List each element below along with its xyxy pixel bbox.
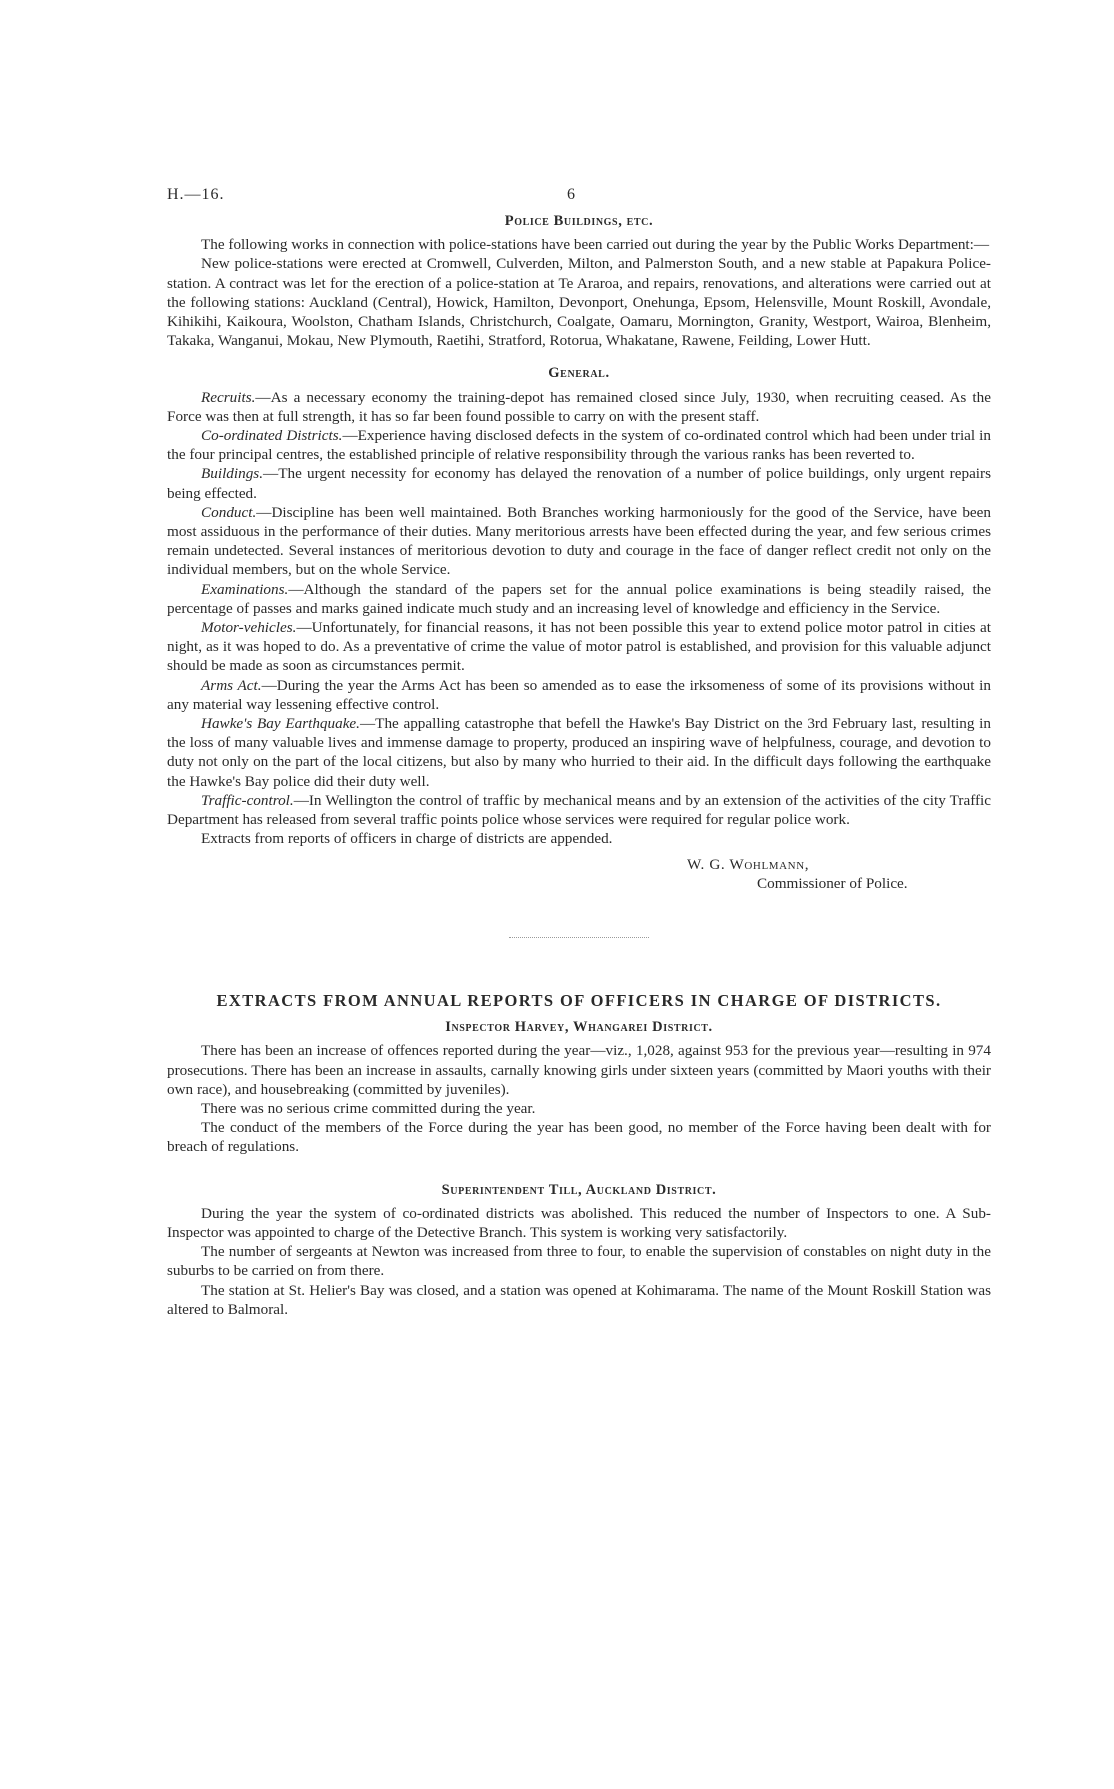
extract-paragraph: There has been an increase of offences reported during the year—viz., 1,028, against 953 for the previous year—resulting in 974 prosecutions. There has been an increase in assaults, carnally knowing girls under sixteen years (committed by Maori youths with their own race), and housebreaking (committed by juveniles).	[167, 1042, 991, 1098]
paragraph-text: —Discipline has been well maintained. Both Branches working harmoniously for the good of the Service, have been most assiduous in the performance of their duties. Many meritorious arrests have been effected during the year, and few serious crimes remain undetected. Several instances of meritorious devotion to duty and courage in the face of danger reflect credit not only on the individual members, but on the whole Service.	[167, 503, 991, 579]
extract-paragraph: There was no serious crime committed during the year.	[201, 1099, 536, 1117]
general-closing: Extracts from reports of officers in charge of districts are appended.	[201, 830, 613, 848]
paragraph-text: —During the year the Arms Act has been so amended as to ease the irksomeness of some of its provisions without in any material way lessening effective control.	[167, 676, 991, 713]
page-number: 6	[567, 186, 575, 203]
extract-paragraph: The station at St. Helier's Bay was closed, and a station was opened at Kohimarama. The name of the Mount Roskill Station was altered to Balmoral.	[167, 1281, 991, 1318]
extract-paragraph: During the year the system of co-ordinated districts was abolished. This reduced the number of Inspectors to one. A Sub-Inspector was appointed to charge of the Detective Branch. This system is working very satisfactorily.	[167, 1204, 991, 1241]
page-header	[0, 185, 1114, 207]
general-paragraph-arms-act	[167, 676, 991, 714]
paragraph-text: —As a necessary economy the training-depot has remained closed since July, 1930, when recruiting ceased. As the Force was then at full strength, it has so far been found possible to carry on with the present staff.	[167, 388, 991, 425]
extract-heading-auckland: Superintendent Till, Auckland District.	[441, 1181, 717, 1198]
extract-heading-whangarei: Inspector Harvey, Whangarei District.	[445, 1019, 713, 1036]
signature-name: W. G. Wohlmann,	[687, 855, 810, 873]
paragraph-text: —Experience having disclosed defects in the system of co-ordinated control which had been under trial in the four principal centres, the established principle of relative responsibility through the various ranks has been reverted to.	[167, 427, 991, 464]
document-reference: H.—16.	[167, 186, 225, 203]
general-paragraph-co-ordinated-districts	[167, 426, 991, 464]
police-buildings-body: New police-stations were erected at Cromwell, Culverden, Milton, and Palmerston South, and a new stable at Papakura Police-station. A contract was let for the erection of a police-station at Te Araroa, and repairs, renovations, and alterations were carried out at the following stations: Auckland (Central), Howick, Hamilton, Devonport, Onehunga, Epsom, Helensville, Mount Roskill, Avondale, Kihikihi, Kaikoura, Woolston, Chatham Islands, Christchurch, Coalgate, Oamaru, Mornington, Granity, Westport, Wairoa, Blenheim, Takaka, Wanganui, Mokau, New Plymouth, Raetihi, Stratford, Rotorua, Whakatane, Rawene, Feilding, Lower Hutt.	[167, 255, 991, 350]
extracts-title: EXTRACTS FROM ANNUAL REPORTS OF OFFICERS IN CHARGE OF DISTRICTS.	[216, 990, 942, 1010]
general-paragraph-recruits	[167, 388, 991, 426]
paragraph-text: —Although the standard of the papers set for the annual police examinations is being steadily raised, the percentage of passes and marks gained indicate much study and an increasing level of knowledge and efficiency in the Service.	[167, 580, 991, 617]
paragraph-title: Examinations.	[201, 580, 289, 598]
paragraph-title: Recruits.	[201, 388, 256, 406]
general-paragraph-examinations	[167, 580, 991, 618]
paragraph-text: —The urgent necessity for economy has delayed the renovation of a number of police buildings, only urgent repairs being effected.	[167, 465, 991, 502]
extract-paragraph: The conduct of the members of the Force during the year has been good, no member of the Force having been dealt with for breach of regulations.	[167, 1119, 991, 1156]
general-paragraph-conduct	[167, 503, 991, 580]
general-paragraph-motor-vehicles	[167, 618, 991, 676]
paragraph-title: Conduct.	[201, 503, 257, 521]
paragraph-title: Arms Act.	[201, 676, 262, 694]
paragraph-title: Co-ordinated Districts.	[201, 427, 343, 445]
police-buildings-heading: Police Buildings, etc.	[504, 213, 654, 229]
signature-title: Commissioner of Police.	[757, 874, 908, 892]
general-paragraph-buildings	[167, 464, 991, 502]
general-paragraph-hawkes-bay-earthquake	[167, 714, 991, 791]
paragraph-title: Traffic-control.	[201, 791, 294, 809]
police-buildings-intro: The following works in connection with police-stations have been carried out during the year by the Public Works Department:—	[201, 236, 990, 254]
paragraph-text: —Unfortunately, for financial reasons, it has not been possible this year to extend police motor patrol in cities at night, as it was hoped to do. As a preventative of crime the value of motor patrol is established, and provision for this valuable adjunct should be made as soon as circumstances permit.	[167, 619, 991, 675]
paragraph-text: —The appalling catastrophe that befell the Hawke's Bay District on the 3rd February last, resulting in the loss of many valuable lives and immense damage to property, produced an inspiring wave of helpfulness, courage, and devotion to duty not only on the part of the local citizens, but also by many who hurried to their aid. In the difficult days following the earthquake the Hawke's Bay police did their duty well.	[167, 715, 991, 790]
paragraph-title: Motor-vehicles.	[201, 619, 297, 637]
general-heading: General.	[548, 365, 610, 382]
general-paragraph-traffic-control	[167, 791, 991, 829]
paragraph-text: —In Wellington the control of traffic by mechanical means and by an extension of the activities of the city Traffic Department has released from several traffic points police whose services were required for regular police work.	[167, 791, 991, 829]
signature-block	[167, 855, 991, 893]
extract-paragraph: The number of sergeants at Newton was increased from three to four, to enable the supervision of constables on night duty in the suburbs to be carried on from there.	[167, 1243, 991, 1280]
paragraph-title: Hawke's Bay Earthquake.	[201, 715, 360, 733]
paragraph-title: Buildings.	[201, 465, 264, 483]
